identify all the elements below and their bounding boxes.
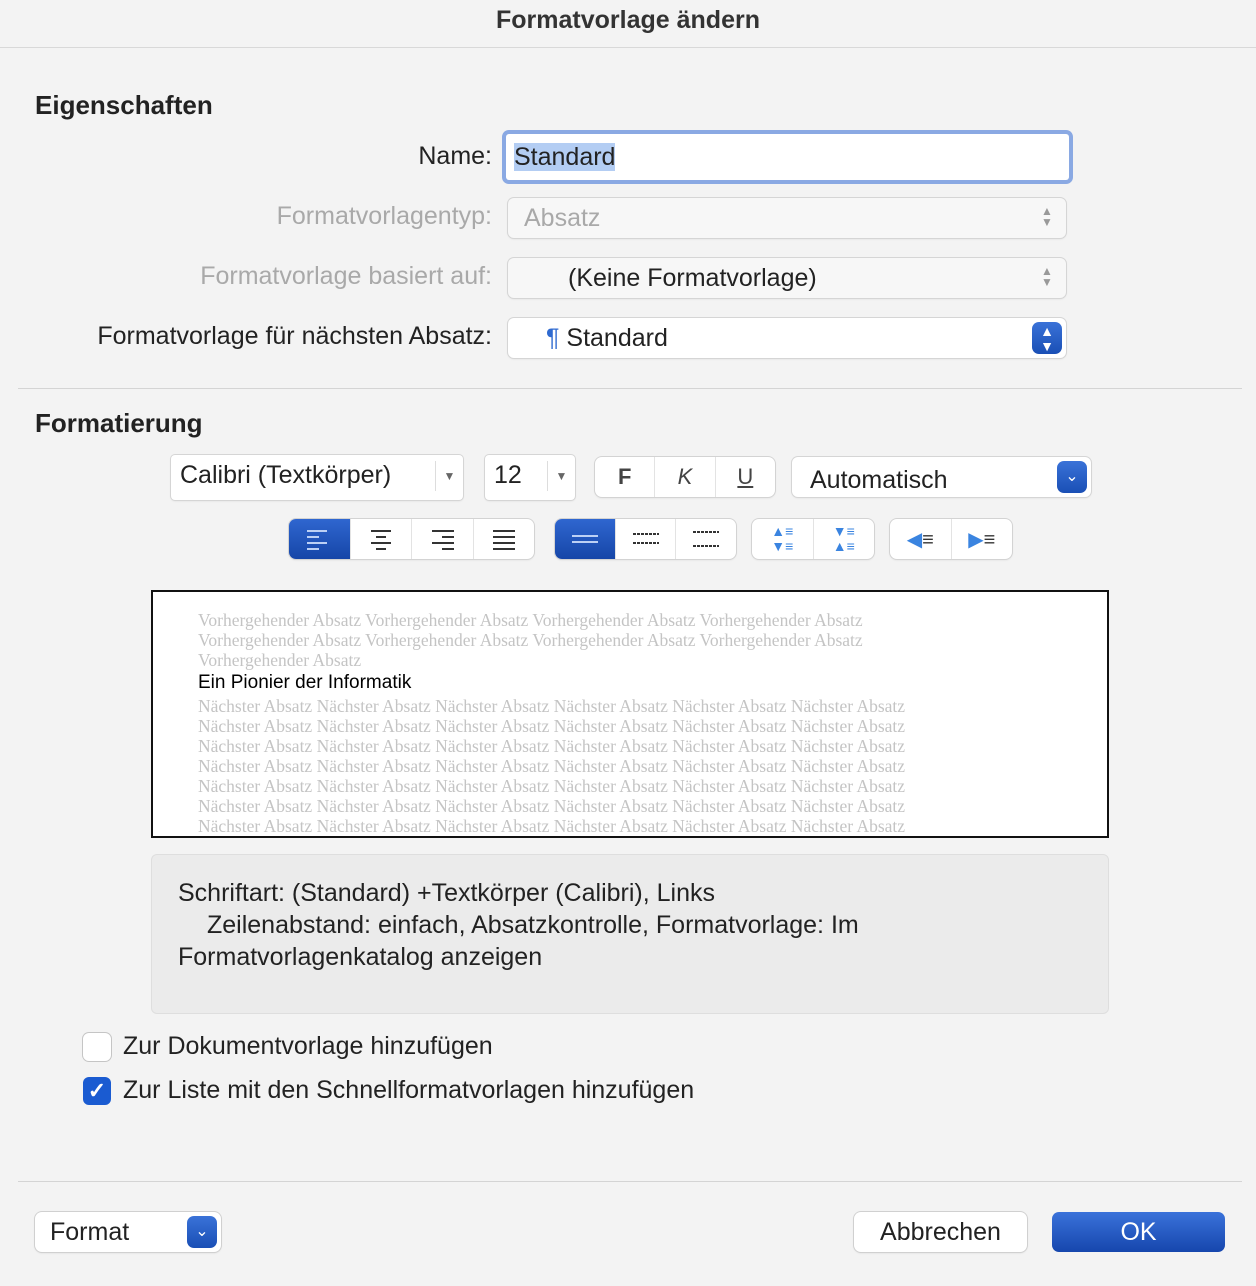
chevron-down-icon: ⌄	[1057, 461, 1087, 493]
font-size-value: 12	[494, 461, 522, 489]
add-to-quick-styles-label[interactable]: Zur Liste mit den Schnellformatvorlagen hinzufügen	[123, 1076, 695, 1104]
next-paragraph-line: Nächster Absatz Nächster Absatz Nächster Absatz Nächster Absatz Nächster Absatz Nächster Absatz	[198, 736, 906, 756]
next-paragraph-line: Nächster Absatz Nächster Absatz Nächster Absatz Nächster Absatz Nächster Absatz Nächster Absatz	[198, 756, 906, 776]
justify-icon	[490, 528, 518, 550]
spacing-decrease-icon: ▼≡ ▲≡	[832, 523, 855, 554]
font-color-value: Automatisch	[810, 466, 948, 494]
outdent-icon: ◀≡	[906, 528, 934, 551]
type-label: Formatvorlagentyp:	[276, 202, 492, 230]
dialog-title: Formatvorlage ändern	[0, 0, 1256, 48]
paragraph-spacing-group	[752, 519, 874, 559]
type-value: Absatz	[524, 204, 601, 232]
stepper-icon: ▲ ▼	[1032, 322, 1062, 354]
justify-button[interactable]	[473, 519, 535, 559]
ok-button[interactable]: OK	[1052, 1212, 1225, 1252]
double-spacing-icon	[691, 529, 721, 549]
spacing-increase-icon: ▲≡ ▼≡	[771, 523, 794, 554]
next-paragraph-line: Nächster Absatz Nächster Absatz Nächster Absatz Nächster Absatz Nächster Absatz Nächster Absatz	[198, 696, 906, 716]
checkmark-icon: ✓	[87, 1078, 107, 1103]
align-center-button[interactable]	[350, 519, 412, 559]
single-spacing-icon	[570, 533, 600, 545]
sample-text: Ein Pionier der Informatik	[198, 672, 412, 693]
text-style-group	[595, 457, 775, 497]
dropdown-arrow-icon[interactable]: ▼	[435, 461, 463, 491]
name-label: Name:	[418, 142, 492, 170]
italic-label: K	[677, 464, 693, 489]
add-to-template-label[interactable]: Zur Dokumentvorlage hinzufügen	[123, 1032, 493, 1060]
indent-group	[890, 519, 1012, 559]
align-left-button[interactable]	[289, 519, 350, 559]
double-spacing-button[interactable]	[675, 519, 736, 559]
stepper-icon: ▲ ▼	[1041, 264, 1053, 289]
chevron-down-icon: ⌄	[187, 1216, 217, 1248]
decrease-spacing-button[interactable]	[813, 519, 875, 559]
increase-spacing-button[interactable]	[752, 519, 813, 559]
one-half-spacing-button[interactable]	[615, 519, 676, 559]
alignment-group	[289, 519, 534, 559]
increase-indent-button[interactable]	[951, 519, 1013, 559]
line-spacing-group	[555, 519, 736, 559]
add-to-template-checkbox[interactable]	[83, 1033, 111, 1061]
properties-heading: Eigenschaften	[35, 90, 213, 120]
type-select[interactable]	[508, 198, 1066, 238]
next-style-label: Formatvorlage für nächsten Absatz:	[97, 322, 492, 350]
dropdown-arrow-icon[interactable]: ▼	[547, 461, 575, 491]
based-on-value: (Keine Formatvorlage)	[568, 264, 817, 292]
align-left-icon	[305, 528, 333, 550]
description-line: Zeilenabstand: einfach, Absatzkontrolle, Formatvorlage: Im	[207, 911, 859, 939]
next-style-value: Standard	[566, 324, 668, 352]
format-menu-button[interactable]	[35, 1212, 221, 1252]
font-value: Calibri (Textkörper)	[180, 461, 392, 489]
divider	[18, 388, 1242, 389]
divider	[18, 1181, 1242, 1182]
next-paragraph-line: Nächster Absatz Nächster Absatz Nächster Absatz Nächster Absatz Nächster Absatz Nächster Absatz	[198, 796, 906, 816]
description-line: Formatvorlagenkatalog anzeigen	[178, 943, 543, 971]
align-right-button[interactable]	[411, 519, 473, 559]
align-center-icon	[367, 528, 395, 550]
style-description	[151, 854, 1109, 1014]
description-line: Schriftart: (Standard) +Textkörper (Calibri), Links	[178, 879, 715, 907]
cancel-button[interactable]: Abbrechen	[854, 1212, 1027, 1252]
one-half-spacing-icon	[631, 531, 661, 547]
previous-paragraph-line: Vorhergehender Absatz Vorhergehender Absatz Vorhergehender Absatz Vorhergehender Absatz	[198, 630, 863, 650]
format-label: Format	[50, 1218, 130, 1246]
indent-icon: ▶≡	[968, 528, 996, 551]
font-size-combo[interactable]	[485, 455, 575, 500]
font-combo[interactable]	[171, 455, 463, 500]
underline-label: U	[737, 464, 754, 489]
style-preview	[151, 590, 1109, 838]
stepper-icon: ▲ ▼	[1041, 204, 1053, 229]
single-spacing-button[interactable]	[555, 519, 615, 559]
next-paragraph-line: Nächster Absatz Nächster Absatz Nächster Absatz Nächster Absatz Nächster Absatz Nächster Absatz	[198, 776, 906, 796]
formatting-heading: Formatierung	[35, 408, 203, 438]
decrease-indent-button[interactable]	[890, 519, 951, 559]
next-paragraph-line: Nächster Absatz Nächster Absatz Nächster Absatz Nächster Absatz Nächster Absatz Nächster Absatz	[198, 716, 906, 736]
previous-paragraph-line: Vorhergehender Absatz Vorhergehender Absatz Vorhergehender Absatz Vorhergehender Absatz	[198, 610, 863, 630]
previous-paragraph-line: Vorhergehender Absatz	[198, 650, 362, 670]
name-input[interactable]	[506, 134, 1069, 180]
paragraph-icon: ¶	[546, 324, 560, 352]
italic-button[interactable]	[654, 457, 714, 497]
name-value: Standard	[514, 143, 616, 171]
underline-button[interactable]	[715, 457, 775, 497]
based-on-select[interactable]	[508, 258, 1066, 298]
based-on-label: Formatvorlage basiert auf:	[200, 262, 492, 290]
next-style-select[interactable]	[508, 318, 1066, 358]
bold-label: F	[617, 464, 632, 489]
add-to-quick-styles-checkbox[interactable]	[83, 1077, 111, 1105]
bold-button[interactable]	[595, 457, 654, 497]
next-paragraph-line: Nächster Absatz Nächster Absatz Nächster Absatz Nächster Absatz Nächster Absatz Nächster Absatz	[198, 816, 906, 836]
align-right-icon	[428, 528, 456, 550]
font-color-select[interactable]	[792, 457, 1091, 497]
